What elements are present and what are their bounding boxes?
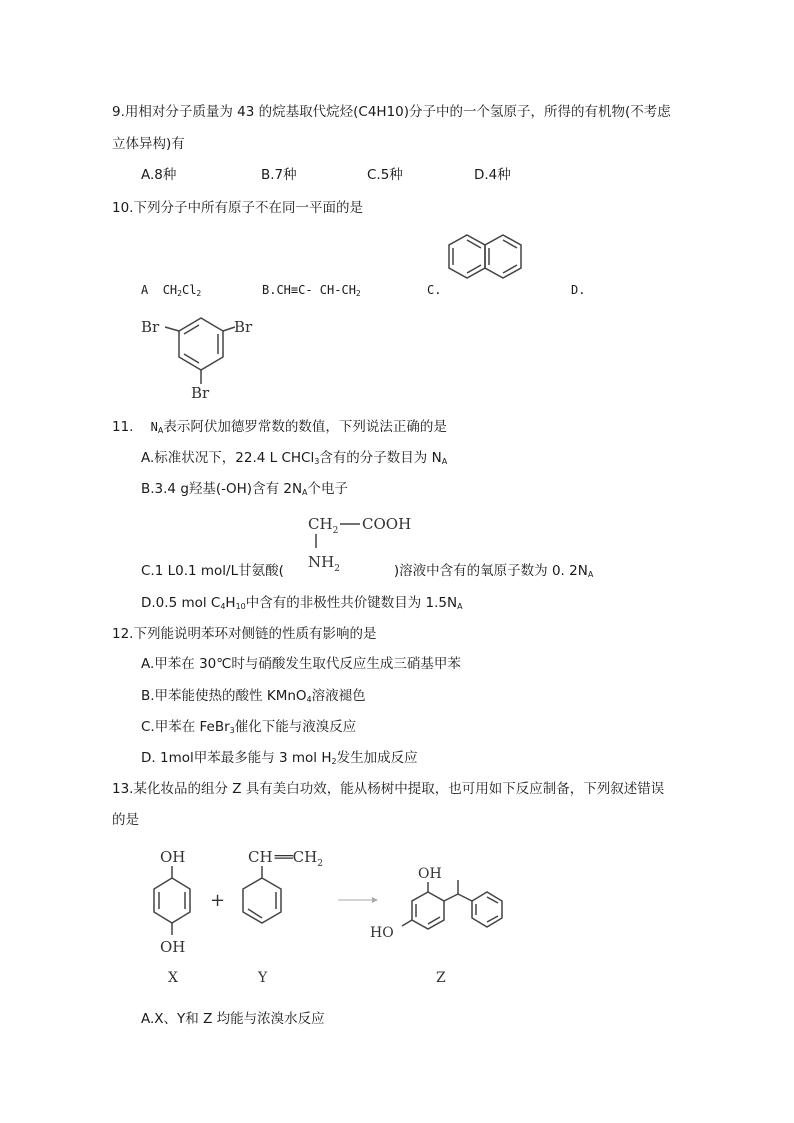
q11-option-a-sub2: A <box>441 457 448 466</box>
q13-stem-line1: 13.某化妆品的组分 Z 具有美白功效，能从杨树中提取，也可用如下反应制备，下列叙述错误 <box>112 781 665 797</box>
q10-option-b <box>262 281 361 303</box>
q11-na: N <box>150 420 158 434</box>
q11-na-sub: A <box>157 426 164 435</box>
q12-option-d-pre: D. 1mol甲苯最多能与 3 mol H <box>141 750 332 766</box>
q12-option-b-post: 溶液褪色 <box>311 688 366 704</box>
q9-option-b: B.7种 <box>261 167 297 183</box>
label-x: X <box>168 970 178 986</box>
q13-option-a: A.X、Y和 Z 均能与浓溴水反应 <box>141 1011 325 1027</box>
q11-option-a-mid: 含有的分子数目为 N <box>319 450 442 466</box>
q12-option-c-sub: 3 <box>229 726 235 735</box>
q12-option-d-sub: 2 <box>331 757 337 766</box>
plus-sign: + <box>210 890 226 911</box>
tribromo-br-right: Br <box>234 318 253 336</box>
naphthalene-structure <box>448 232 532 284</box>
q12-option-b-pre: B.甲苯能使热的酸性 KMnO <box>141 688 307 704</box>
q9-stem-line2: 立体异构)有 <box>112 136 185 152</box>
q10-option-a-sub1: 2 <box>177 289 182 298</box>
q11-stem-text: 表示阿伏加德罗常数的数值，下列说法正确的是 <box>163 419 447 435</box>
glycine-nh2: $NH_2$ <box>308 553 340 574</box>
q10-option-a-label: A <box>141 283 149 297</box>
q9-option-d: D.4种 <box>474 167 511 183</box>
q11-option-d-sub3: A <box>457 602 463 611</box>
q9-option-c: C.5种 <box>367 167 403 183</box>
q11-option-d <box>141 594 463 616</box>
q10-option-a-formula: CH <box>162 283 178 297</box>
q10-option-b-text: B.CH≡C- CH-CH <box>262 283 356 297</box>
q11-option-b-pre: B.3.4 g羟基(-OH)含有 2N <box>141 481 303 497</box>
q12-option-c-pre: C.甲苯在 FeBr <box>141 719 230 735</box>
q10-option-a-formula2: Cl <box>181 283 197 297</box>
q10-option-b-sub: 2 <box>355 289 361 298</box>
q12-option-b-sub: 4 <box>306 695 312 704</box>
q11-number: 11. <box>112 419 134 435</box>
q10-option-d-label: D. <box>571 283 586 297</box>
glycine-ch2: $CH_2$ <box>308 515 339 536</box>
q11-option-c <box>141 562 593 584</box>
label-z: Z <box>436 970 446 986</box>
glycine-cooh: COOH <box>362 515 412 533</box>
q10-stem: 10.下列分子中所有原子不在同一平面的是 <box>112 200 363 216</box>
q11-option-b-sub: A <box>302 488 308 497</box>
q11-option-a <box>141 449 447 471</box>
q12-option-d-post: 发生加成反应 <box>336 750 418 766</box>
q9-stem-line1: 9.用相对分子质量为 43 的烷基取代烷烃(C4H10)分子中的一个氢原子，所得的有机物(不考虑 <box>112 104 671 120</box>
q13-stem-line2: 的是 <box>112 812 139 828</box>
q11-option-c-pre: C.1 L0.1 mol/L甘氨酸( <box>141 563 284 579</box>
q9-option-a: A.8种 <box>141 167 177 183</box>
q11-option-c-post: )溶液中含有的氧原子数为 0. 2N <box>393 563 588 579</box>
x-oh-bottom: OH <box>160 938 186 956</box>
reaction-scheme <box>140 842 520 992</box>
q11-option-b-post: 个电子 <box>307 481 349 497</box>
q11-option-d-mid2: 中含有的非极性共价键数目为 1.5N <box>245 595 458 611</box>
compound-x <box>154 848 190 986</box>
q11-option-d-mid: H <box>225 595 236 611</box>
q12-option-c <box>141 718 356 740</box>
tribromo-br-bottom: Br <box>191 384 210 402</box>
q11-option-d-pre: D.0.5 mol C <box>141 595 221 611</box>
q10-option-c-label: C. <box>427 283 442 297</box>
z-ho-left: HO <box>370 925 394 941</box>
reaction-arrow <box>338 897 378 903</box>
q10-option-a <box>141 281 201 303</box>
label-y: Y <box>258 970 268 986</box>
q10-option-a-sub2: 2 <box>196 289 202 298</box>
z-oh-top: OH <box>418 866 442 882</box>
q12-option-b <box>141 687 366 709</box>
q12-option-d <box>141 749 418 771</box>
q11-stem <box>112 418 447 440</box>
compound-z <box>370 866 502 986</box>
compound-y <box>243 848 323 986</box>
q11-option-a-pre: A.标准状况下，22.4 L CHCl <box>141 450 315 466</box>
q11-option-c-sub: A <box>587 570 594 579</box>
q11-option-b <box>141 480 348 502</box>
q12-stem: 12.下列能说明苯环对侧链的性质有影响的是 <box>112 626 377 642</box>
y-vinyl: CH $══CH_2$ <box>248 848 323 869</box>
q11-option-a-sub: 3 <box>314 457 320 466</box>
q11-option-d-sub1: 4 <box>220 602 226 611</box>
tribromo-br-left: Br <box>141 318 160 336</box>
q11-option-d-sub2: 10 <box>235 602 246 611</box>
tribromobenzene-structure <box>141 312 261 402</box>
q12-option-a: A.甲苯在 30℃时与硝酸发生取代反应生成三硝基甲苯 <box>141 656 461 672</box>
q12-option-c-post: 催化下能与液溴反应 <box>234 719 357 735</box>
x-oh-top: OH <box>160 848 186 866</box>
